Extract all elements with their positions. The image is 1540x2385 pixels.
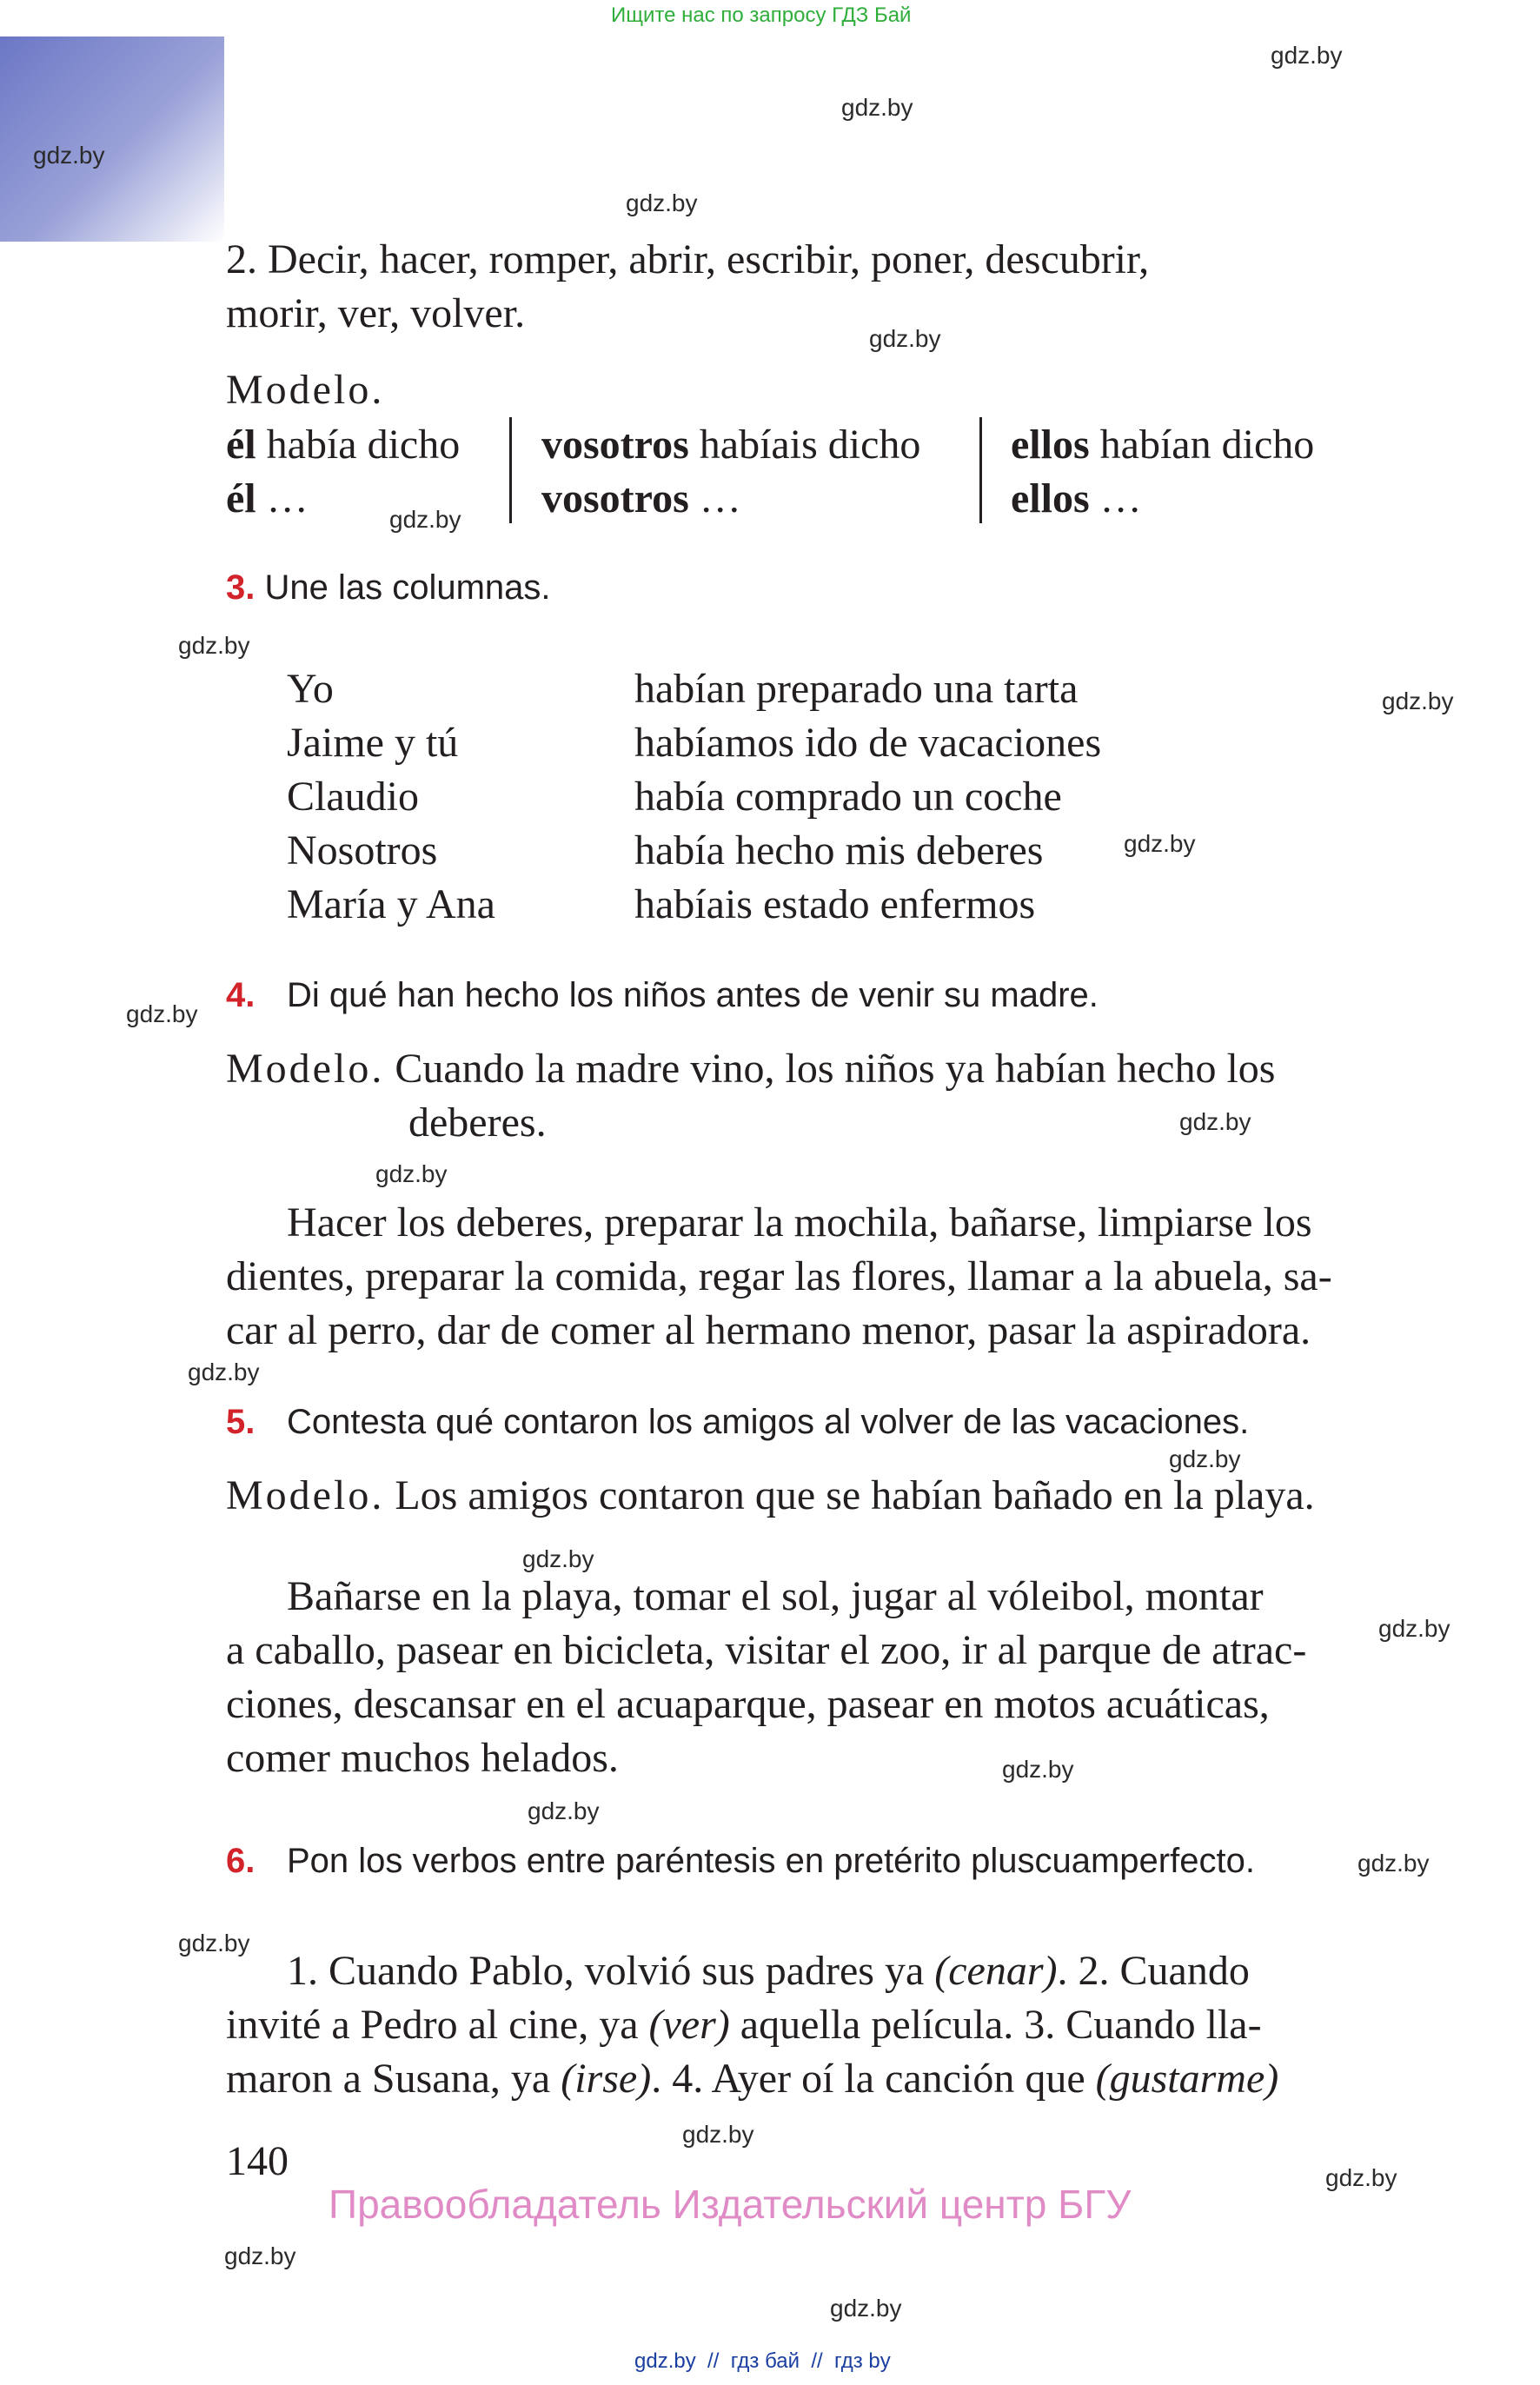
pronoun: ellos	[1011, 475, 1090, 522]
ex4-number: 4.	[226, 976, 256, 1014]
watermark: gdz.by	[188, 1359, 260, 1385]
top-search-hint[interactable]: Ищите нас по запросу ГДЗ Бай	[611, 3, 912, 27]
watermark: gdz.by	[126, 1000, 198, 1027]
verb-hint: (gustarme)	[1095, 2056, 1279, 2102]
ex3-left-item: Claudio	[287, 774, 419, 820]
ex4-body-line: Hacer los deberes, preparar la mochila, bañarse, limpiarse los	[287, 1199, 1312, 1246]
pronoun: él	[226, 475, 256, 522]
verb-form: …	[688, 475, 741, 522]
watermark: gdz.by	[528, 1797, 600, 1824]
ex6-line-2	[226, 1998, 1262, 2052]
ex3-left-item: Yo	[287, 666, 334, 712]
sentence-text: . 4. Ayer oí la canción que	[651, 2056, 1096, 2102]
ex5-modelo	[226, 1469, 1315, 1523]
sentence-text: 1. Cuando Pablo, volvió sus padres ya	[287, 1948, 935, 1994]
ex4-modelo	[226, 1042, 1275, 1096]
ex2-col3-row2	[1011, 472, 1142, 526]
watermark: gdz.by	[1325, 2164, 1397, 2191]
pronoun: vosotros	[541, 475, 689, 522]
copyright-notice: Правообладатель Издательский центр БГУ	[329, 2182, 1132, 2227]
ex6-heading	[226, 1839, 255, 1883]
watermark: gdz.by	[1271, 42, 1343, 69]
verb-form: habíais dicho	[688, 422, 921, 468]
sentence-text: invité a Pedro al cine, ya	[226, 2002, 649, 2048]
watermark: gdz.by	[1382, 688, 1454, 714]
watermark: gdz.by	[522, 1545, 594, 1572]
ex3-heading	[226, 566, 551, 609]
verb-hint: (ver)	[648, 2002, 730, 2048]
watermark: gdz.by	[830, 2295, 902, 2322]
ex6-line-1	[287, 1944, 1250, 1998]
modelo-text: Los amigos contaron que se habían bañado en la playa.	[384, 1472, 1315, 1518]
watermark: gdz.by	[33, 142, 105, 169]
ex3-left-item: Jaime y tú	[287, 720, 459, 766]
sentence-text: aquella película. 3. Cuando lla-	[729, 2002, 1262, 2048]
pronoun: él	[226, 422, 256, 468]
watermark: gdz.by	[389, 506, 461, 533]
ex5-number: 5.	[226, 1403, 256, 1441]
footer-links[interactable]: gdz.by // гдз бай // гдз by	[634, 2349, 891, 2373]
watermark: gdz.by	[869, 325, 941, 352]
watermark: gdz.by	[1378, 1615, 1450, 1642]
ex2-line-2: morir, ver, volver.	[226, 290, 526, 336]
ex4-body-line: car al perro, dar de comer al hermano menor, pasar la aspiradora.	[226, 1307, 1311, 1353]
ex2-line-1: 2. Decir, hacer, romper, abrir, escribir, poner, descubrir,	[226, 236, 1150, 282]
ex4-modelo-continuation: deberes.	[408, 1099, 547, 1146]
watermark: gdz.by	[178, 1930, 250, 1956]
corner-decoration	[0, 37, 224, 242]
sentence-text: maron a Susana, ya	[226, 2056, 561, 2102]
ex3-right-item: habían preparado una tarta	[634, 666, 1079, 712]
watermark: gdz.by	[1169, 1445, 1241, 1472]
watermark: gdz.by	[626, 189, 698, 216]
ex5-body-line: a caballo, pasear en bicicleta, visitar el zoo, ir al parque de atrac-	[226, 1627, 1307, 1673]
ex3-right-item: habíamos ido de vacaciones	[634, 720, 1102, 766]
ex2-col1-row2	[226, 472, 309, 526]
ex4-body-line: dientes, preparar la comida, regar las flores, llamar a la abuela, sa-	[226, 1253, 1332, 1299]
watermark: gdz.by	[841, 94, 913, 121]
watermark: gdz.by	[375, 1160, 448, 1187]
ex4-title: Di qué han hecho los niños antes de venir su madre.	[287, 976, 1099, 1014]
watermark: gdz.by	[682, 2121, 754, 2148]
ex6-line-3	[226, 2052, 1278, 2106]
watermark: gdz.by	[1124, 830, 1196, 857]
ex5-body-line: comer muchos helados.	[226, 1735, 619, 1781]
verb-form: …	[256, 475, 309, 522]
verb-hint: (irse)	[561, 2056, 652, 2102]
watermark: gdz.by	[1002, 1756, 1074, 1783]
modelo-label: Modelo.	[226, 1472, 385, 1518]
column-divider	[509, 417, 512, 523]
modelo-label: Modelo.	[226, 1046, 385, 1092]
ex5-body-line: Bañarse en la playa, tomar el sol, jugar al vóleibol, montar	[287, 1573, 1264, 1619]
verb-form: …	[1089, 475, 1142, 522]
ex3-left-item: Nosotros	[287, 827, 438, 874]
page-number: 140	[226, 2138, 289, 2184]
ex2-modelo-label: Modelo.	[226, 367, 385, 413]
ex4-heading	[226, 973, 255, 1017]
ex6-title: Pon los verbos entre paréntesis en pretérito pluscuamperfecto.	[287, 1842, 1255, 1880]
verb-hint: (cenar)	[934, 1948, 1058, 1994]
ex3-right-item: habíais estado enfermos	[634, 881, 1036, 927]
watermark: gdz.by	[224, 2242, 296, 2269]
pronoun: vosotros	[541, 422, 689, 468]
ex3-number: 3.	[226, 568, 256, 607]
ex3-right-item: había hecho mis deberes	[634, 827, 1044, 874]
verb-form: habían dicho	[1089, 422, 1315, 468]
ex3-left-item: María y Ana	[287, 881, 495, 927]
ex5-body-line: ciones, descansar en el acuaparque, pasear en motos acuáticas,	[226, 1681, 1270, 1727]
verb-form: había dicho	[256, 422, 461, 468]
ex2-col1-row1	[226, 418, 460, 472]
modelo-text: Cuando la madre vino, los niños ya habían hecho los	[384, 1046, 1276, 1092]
ex5-heading	[226, 1400, 255, 1444]
ex5-title: Contesta qué contaron los amigos al volver de las vacaciones.	[287, 1403, 1250, 1441]
pronoun: ellos	[1011, 422, 1090, 468]
ex2-col3-row1	[1011, 418, 1314, 472]
watermark: gdz.by	[1357, 1850, 1430, 1877]
sentence-text: . 2. Cuando	[1057, 1948, 1250, 1994]
ex2-col2-row1	[541, 418, 920, 472]
column-divider	[979, 417, 982, 523]
ex3-title: Une las columnas.	[255, 568, 551, 607]
watermark: gdz.by	[1179, 1108, 1251, 1135]
ex3-right-item: había comprado un coche	[634, 774, 1062, 820]
ex2-col2-row2	[541, 472, 741, 526]
watermark: gdz.by	[178, 632, 250, 659]
ex6-number: 6.	[226, 1842, 256, 1880]
